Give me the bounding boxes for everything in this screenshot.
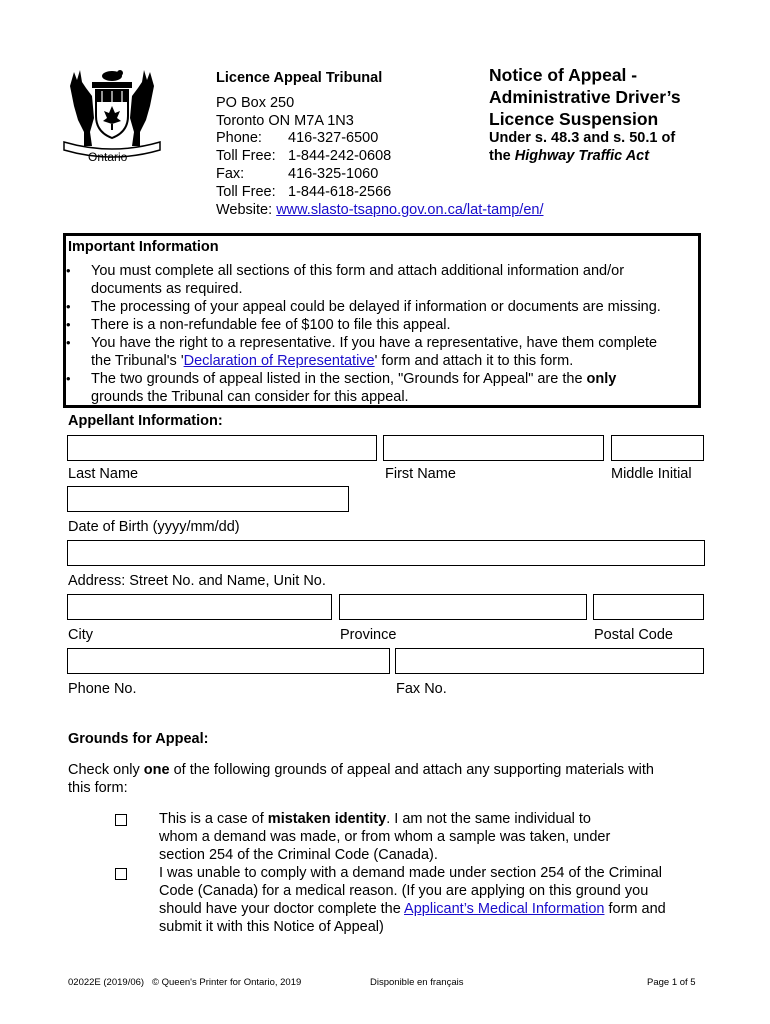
grounds-intro-line-1	[68, 761, 654, 779]
phone-label: Phone No.	[68, 681, 137, 697]
option-2-line-2: Code (Canada) for a medical reason. (If you are applying on this ground you	[159, 883, 649, 899]
option-2-line-3	[159, 900, 666, 918]
address-line-2: Toronto ON M7A 1N3	[216, 113, 354, 129]
o1-post: . I am not the same individual to	[386, 811, 591, 827]
declaration-of-representative-link[interactable]: Declaration of Representative	[183, 353, 375, 369]
intro-pre: Check only	[68, 762, 144, 778]
option-2-line-1: I was unable to comply with a demand made under section 254 of the Criminal	[159, 865, 662, 881]
fax-label: Fax:	[216, 166, 245, 182]
phone-value: 416-327-6500	[288, 130, 379, 146]
medical-information-link[interactable]: Applicant’s Medical Information	[404, 901, 605, 917]
bullet-4-line-2	[91, 352, 573, 370]
website-label: Website:	[216, 202, 273, 218]
bullet-icon: •	[66, 263, 71, 278]
postal-code-label: Postal Code	[594, 627, 673, 643]
subtitle-act-name: Highway Traffic Act	[514, 148, 650, 164]
address-field[interactable]	[67, 540, 705, 566]
first-name-field[interactable]	[383, 435, 604, 461]
form-subtitle-line-2	[489, 147, 649, 165]
option-1-line-3: section 254 of the Criminal Code (Canada).	[159, 847, 438, 863]
bullet-2-line-1: The processing of your appeal could be delayed if information or documents are missing.	[91, 299, 661, 315]
subtitle-prefix: the	[489, 148, 515, 164]
mistaken-identity-checkbox[interactable]	[115, 814, 127, 826]
city-label: City	[68, 627, 93, 643]
fax-value: 416-325-1060	[288, 166, 379, 182]
bullet-5-line-1	[91, 370, 616, 388]
option-2-line-4: submit it with this Notice of Appeal)	[159, 919, 384, 935]
website-link[interactable]: www.slasto-tsapno.gov.on.ca/lat-tamp/en/	[276, 202, 544, 218]
bullet-icon: •	[66, 371, 71, 386]
tollfree-label-2: Toll Free:	[216, 184, 276, 200]
tollfree-value-1: 1-844-242-0608	[288, 148, 392, 164]
phone-label: Phone:	[216, 130, 262, 146]
grounds-intro-line-2: this form:	[68, 780, 128, 796]
last-name-label: Last Name	[68, 466, 139, 482]
middle-initial-label: Middle Initial	[611, 466, 692, 482]
province-label: Province	[340, 627, 397, 643]
middle-initial-field[interactable]	[611, 435, 704, 461]
french-availability: Disponible en français	[370, 977, 464, 988]
form-title-line-3: Licence Suspension	[489, 109, 659, 129]
o1-bold: mistaken identity	[267, 811, 387, 827]
page-number: Page 1 of 5	[647, 977, 696, 988]
postal-code-field[interactable]	[593, 594, 704, 620]
copyright: © Queen's Printer for Ontario, 2019	[152, 977, 302, 988]
intro-bold: one	[143, 762, 170, 778]
fax-label: Fax No.	[396, 681, 447, 697]
b5-bold: only	[586, 371, 617, 387]
option-1-line-2: whom a demand was made, or from whom a sample was taken, under	[159, 829, 611, 845]
bullet-5-line-2: grounds the Tribunal can consider for this appeal.	[91, 389, 409, 405]
bullet-icon: •	[66, 335, 71, 350]
fax-field[interactable]	[395, 648, 704, 674]
b5-pre: The two grounds of appeal listed in the section, "Grounds for Appeal" are the	[91, 371, 587, 387]
b4-pre: the Tribunal's '	[91, 353, 184, 369]
intro-post: of the following grounds of appeal and attach any supporting materials with	[169, 762, 654, 778]
bullet-icon: •	[66, 299, 71, 314]
o2-post: form and	[604, 901, 666, 917]
date-of-birth-label: Date of Birth (yyyy/mm/dd)	[68, 519, 240, 535]
o2-pre: should have your doctor complete the	[159, 901, 405, 917]
address-label: Address: Street No. and Name, Unit No.	[68, 573, 326, 589]
form-subtitle-line-1: Under s. 48.3 and s. 50.1 of	[489, 130, 676, 146]
first-name-label: First Name	[385, 466, 456, 482]
bullet-1-line-2: documents as required.	[91, 281, 243, 297]
bullet-icon: •	[66, 317, 71, 332]
logo-caption: Ontario	[88, 150, 128, 164]
tollfree-label-1: Toll Free:	[216, 148, 276, 164]
last-name-field[interactable]	[67, 435, 377, 461]
address-line-1: PO Box 250	[216, 95, 295, 111]
o1-pre: This is a case of	[159, 811, 268, 827]
website-line	[216, 201, 544, 219]
tollfree-value-2: 1-844-618-2566	[288, 184, 392, 200]
bullet-1-line-1: You must complete all sections of this form and attach additional information and/or	[91, 263, 625, 279]
form-title-line-1: Notice of Appeal -	[489, 65, 638, 85]
date-of-birth-field[interactable]	[67, 486, 349, 512]
phone-field[interactable]	[67, 648, 390, 674]
important-heading: Important Information	[68, 239, 219, 255]
medical-reason-checkbox[interactable]	[115, 868, 127, 880]
province-field[interactable]	[339, 594, 587, 620]
b4-post: ' form and attach it to this form.	[374, 353, 574, 369]
tribunal-name: Licence Appeal Tribunal	[216, 70, 383, 86]
appellant-heading: Appellant Information:	[68, 413, 223, 429]
city-field[interactable]	[67, 594, 332, 620]
bullet-3-line-1: There is a non-refundable fee of $100 to file this appeal.	[91, 317, 451, 333]
bullet-4-line-1: You have the right to a representative. If you have a representative, have them complete	[91, 335, 658, 351]
option-1-line-1	[159, 810, 591, 828]
form-title-line-2: Administrative Driver’s	[489, 87, 681, 107]
form-code: 02022E (2019/06)	[68, 977, 145, 988]
grounds-heading: Grounds for Appeal:	[68, 731, 209, 747]
